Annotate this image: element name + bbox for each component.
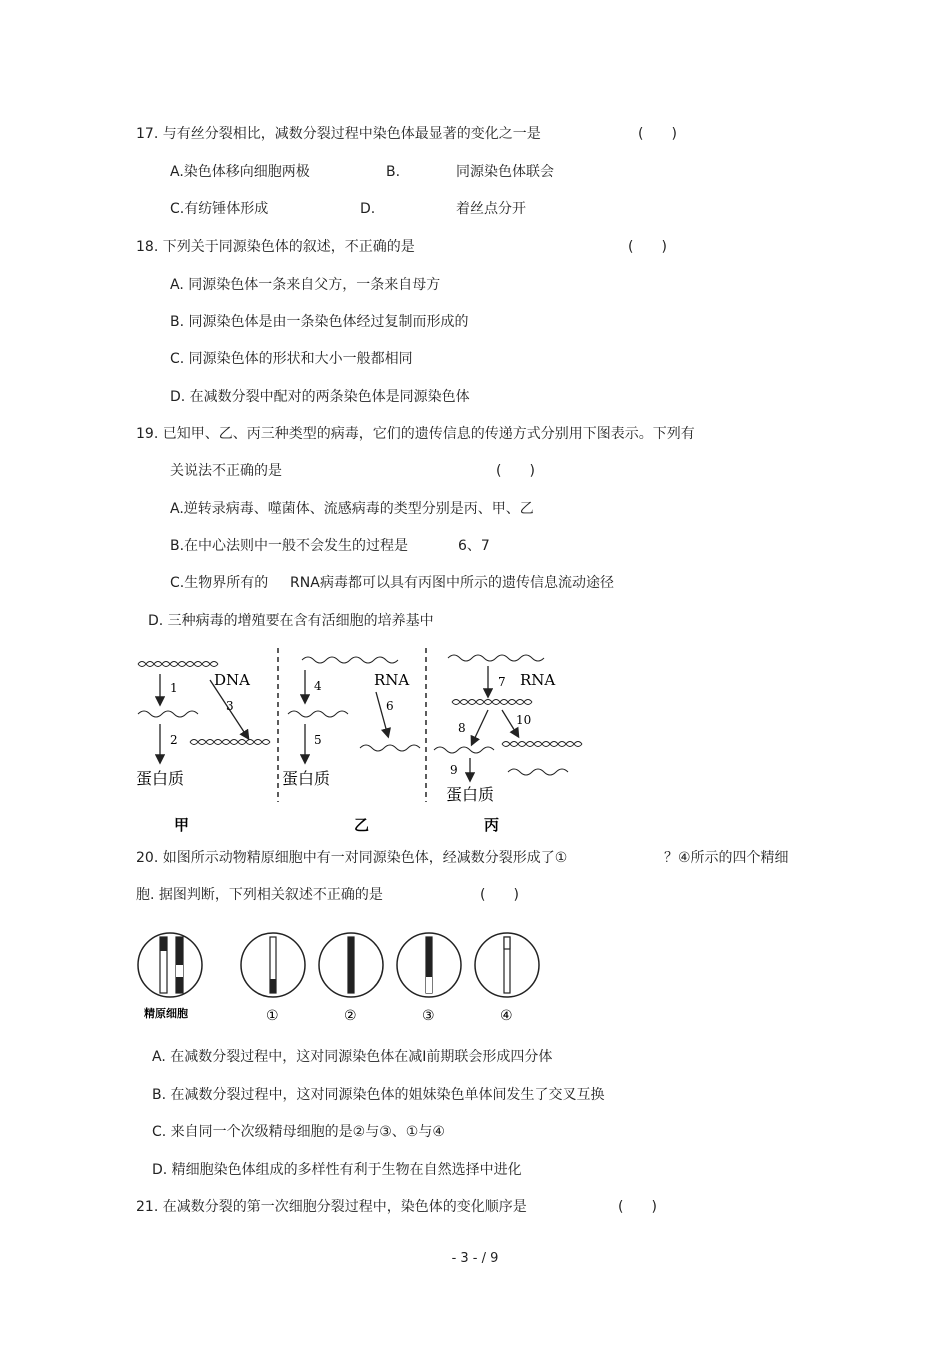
q20-option-c: C. 来自同一个次级精母细胞的是②与③、①与④ — [152, 1124, 445, 1140]
rna-strand-bing-top — [448, 655, 544, 661]
step-3-label: 3 — [226, 699, 234, 713]
dna-double-helix-bing-right — [502, 742, 582, 747]
q19-option-c-post: 病毒都可以具有丙图中所示的遗传信息流动途径 — [320, 575, 614, 591]
q19-option-b: B.在中心法则中一般不会发生的过程是 — [170, 538, 409, 554]
q18-stem: 18. 下列关于同源染色体的叙述，不正确的是 — [136, 239, 415, 255]
protein-label-yi: 蛋白质 — [282, 769, 331, 788]
q20-option-a: A. 在减数分裂过程中，这对同源染色体在减Ⅰ前期联会形成四分体 — [152, 1049, 553, 1065]
sperm-cells-diagram — [130, 925, 550, 1030]
section-label-yi: 乙 — [354, 816, 370, 834]
cell-2-label: ② — [344, 1008, 357, 1024]
arrow-8 — [472, 710, 488, 744]
step-8-label: 8 — [458, 721, 466, 735]
q17-option-d: 着丝点分开 — [456, 201, 526, 217]
dna-double-helix-bing-mid — [452, 700, 532, 705]
q17-option-b: 同源染色体联会 — [456, 164, 554, 180]
q17-bracket: ( ) — [638, 126, 677, 142]
q19-option-d: D. 三种病毒的增殖要在含有活细胞的培养基中 — [148, 613, 434, 629]
q18-option-c: C. 同源染色体的形状和大小一般都相同 — [170, 351, 413, 367]
cell-1-chromosome-dark-segment — [270, 979, 276, 993]
protein-label-bing: 蛋白质 — [446, 785, 495, 804]
q19-stem: 19. 已知甲、乙、丙三种类型的病毒，它们的遗传信息的传递方式分别用下图表示。下列有 — [136, 426, 695, 442]
q20-stem-pre: 20. 如图所示动物精原细胞中有一对同源染色体，经减数分裂形成了① — [136, 850, 568, 866]
q19-stem-continued: 关说法不正确的是 — [170, 463, 282, 479]
rna-strand-bing-right — [508, 769, 568, 775]
cell-3-label: ③ — [422, 1008, 435, 1024]
q18-option-a: A. 同源染色体一条来自父方，一条来自母方 — [170, 277, 441, 293]
q19-option-c-rna: RNA — [290, 575, 320, 591]
rna-strand-bing-left — [434, 747, 494, 753]
dna-label: DNA — [214, 671, 250, 689]
q17-option-a: A.染色体移向细胞两极 — [170, 164, 310, 180]
rna-strand-yi-top — [302, 657, 398, 663]
q19-option-b-value: 6、7 — [458, 538, 490, 554]
q20-stem-continued: 胞. 据图判断，下列相关叙述不正确的是 — [136, 887, 383, 903]
page-number: - 3 - / 9 — [451, 1251, 499, 1266]
q17-option-c: C.有纺锤体形成 — [170, 201, 269, 217]
q20-stem-post: ？④所示的四个精细 — [664, 850, 789, 866]
genetic-flow-diagram — [130, 640, 600, 840]
q21-stem: 21. 在减数分裂的第一次细胞分裂过程中，染色体的变化顺序是 — [136, 1199, 527, 1215]
step-7-label: 7 — [498, 675, 506, 689]
cell-1-label: ① — [266, 1008, 279, 1024]
origin-cell-label: 精原细胞 — [144, 1007, 188, 1020]
dna-double-helix-jia-top — [138, 662, 218, 667]
section-label-jia: 甲 — [174, 816, 190, 834]
black-chromosome-light-segment — [176, 965, 183, 977]
origin-cell — [138, 933, 202, 997]
white-chromosome-dark-segment — [160, 937, 167, 951]
step-9-label: 9 — [450, 763, 458, 777]
protein-label-jia: 蛋白质 — [136, 769, 185, 788]
rna-strand-yi-mid — [288, 711, 348, 717]
q17-stem: 17. 与有丝分裂相比，减数分裂过程中染色体最显著的变化之一是 — [136, 126, 541, 142]
step-6-label: 6 — [386, 699, 394, 713]
q17-option-b-label: B. — [386, 164, 401, 180]
step-2-label: 2 — [170, 733, 178, 747]
q21-bracket: ( ) — [618, 1199, 657, 1215]
step-4-label: 4 — [314, 679, 322, 693]
rna-label-yi: RNA — [374, 671, 410, 689]
q18-option-d: D. 在减数分裂中配对的两条染色体是同源染色体 — [170, 389, 470, 405]
cell-4-label: ④ — [500, 1008, 513, 1024]
rna-label-bing: RNA — [520, 671, 556, 689]
dna-double-helix-jia-bottom — [190, 740, 270, 745]
q17-option-d-label: D. — [360, 201, 376, 217]
cell-4-chromosome-tip — [504, 937, 510, 949]
cell-2-chromosome — [348, 937, 354, 993]
q19-option-c-pre: C.生物界所有的 — [170, 575, 269, 591]
section-label-bing: 丙 — [484, 816, 500, 834]
rna-strand-jia — [138, 711, 198, 717]
q20-bracket: ( ) — [480, 887, 519, 903]
q19-option-a: A.逆转录病毒、噬菌体、流感病毒的类型分别是丙、甲、乙 — [170, 501, 534, 517]
q18-option-b: B. 同源染色体是由一条染色体经过复制而形成的 — [170, 314, 469, 330]
step-5-label: 5 — [314, 733, 322, 747]
q18-bracket: ( ) — [628, 239, 667, 255]
step-1-label: 1 — [170, 681, 178, 695]
cell-3-chromosome-light-segment — [426, 977, 432, 993]
step-10-label: 10 — [516, 713, 532, 727]
q20-option-b: B. 在减数分裂过程中，这对同源染色体的姐妹染色单体间发生了交叉互换 — [152, 1087, 605, 1103]
q20-option-d: D. 精细胞染色体组成的多样性有利于生物在自然选择中进化 — [152, 1162, 522, 1178]
rna-strand-yi-right — [360, 745, 420, 751]
q19-bracket: ( ) — [496, 463, 535, 479]
